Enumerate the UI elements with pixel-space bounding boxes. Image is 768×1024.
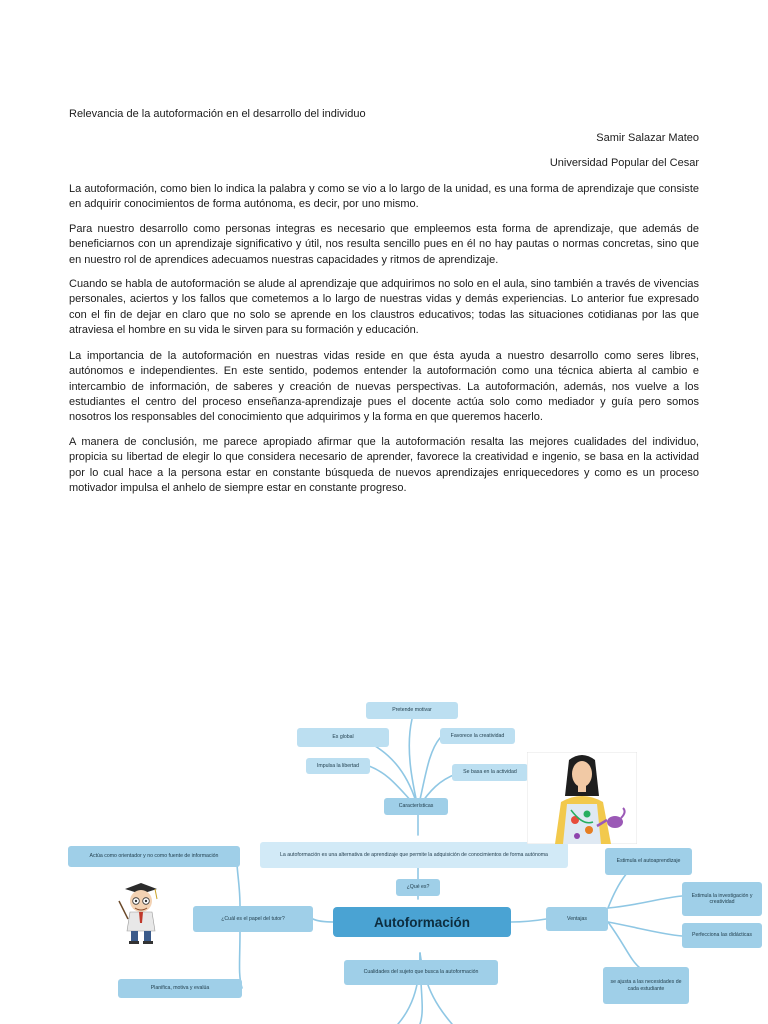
document-title: Relevancia de la autoformación en el desarrollo del individuo bbox=[69, 108, 366, 120]
node-perfecciona: Perfecciona las didácticas bbox=[682, 923, 762, 948]
node-es-global: Es global bbox=[297, 728, 389, 747]
node-favorece-creatividad: Favorece la creatividad bbox=[440, 728, 515, 744]
paragraph-4: La importancia de la autoformación en nuestras vidas reside en que ésta ayuda a nuestro desarrollo como seres libres, autónomos e independientes. En este sentido, podemos entender la autoformación como una técnica abierta al cambio e intercambio de información, de saberes y creación de nuevas perspectivas. La autoformación, además, nos vuelve a los estudiantes el centro del proceso enseñanza-aprendizaje pues el docente actúa solo como mediador y guía pero somos nosotros los responsables del conocimiento que adquirimos y la forma en que queremos hacerlo. bbox=[69, 350, 699, 424]
paragraph-1: La autoformación, como bien lo indica la palabra y como se vio a lo largo de la unidad, es una forma de aprendizaje que consiste en adquirir conocimientos de forma autónoma, es decir, por uno mismo. bbox=[69, 183, 699, 211]
node-ventajas: Ventajas bbox=[546, 907, 608, 931]
node-impulsa-libertad: Impulsa la libertad bbox=[306, 758, 370, 774]
node-caracteristicas: Características bbox=[384, 798, 448, 815]
university-name: Universidad Popular del Cesar bbox=[549, 157, 699, 169]
node-papel-tutor: ¿Cuál es el papel del tutor? bbox=[193, 906, 313, 932]
author-name: Samir Salazar Mateo bbox=[596, 132, 699, 144]
node-planifica: Planifica, motiva y evalúa bbox=[118, 979, 242, 998]
woman-illustration bbox=[527, 752, 637, 844]
node-ajusta: se ajusta a las necesidades de cada estudiante bbox=[603, 967, 689, 1004]
node-que-es: ¿Qué es? bbox=[396, 879, 440, 896]
node-orientador: Actúa como orientador y no como fuente de información bbox=[68, 846, 240, 867]
paragraph-5: A manera de conclusión, me parece apropiado afirmar que la autoformación resalta las mejores cualidades del individuo, propicia su libertad de elegir lo que considera necesario de aprender, favorece la creatividad e ingenio, se basa en la actividad por lo cual hace a la persona estar en constante búsqueda de nuevos aprendizajes enriquecedores y como es un proceso motivador impulsa el anhelo de siempre estar en constante progreso. bbox=[69, 436, 699, 494]
node-definition: La autoformación es una alternativa de aprendizaje que permite la adquisición de conocimientos de forma autónoma bbox=[260, 842, 568, 868]
node-basa-actividad: Se basa en la actividad bbox=[452, 764, 528, 781]
paragraph-2: Para nuestro desarrollo como personas integras es necesario que empleemos esta forma de aprendizaje, que además de beneficiarnos con un aprendizaje significativo y útil, nos resulta sencillo pues en él no hay pautas o normas concretas, sino que en nuestro rol de aprendices adecuamos nuestras capacidades y ritmos de aprendizaje. bbox=[69, 223, 699, 266]
node-estimula: Estimula el autoaprendizaje bbox=[605, 848, 692, 875]
paragraph-3: Cuando se habla de autoformación se alude al aprendizaje que adquirimos no solo en el aula, sino también a través de vivencias personales, aciertos y los fallos que cometemos a lo largo de nuestras vidas y demás experiencias. Lo anterior fue expresado con el fin de dejar en claro que no solo se aprende en los claustros educativos; todas las situaciones cotidianas por las que atraviesa el hombre en su vida le sirven para su formación y educación. bbox=[69, 278, 699, 336]
node-cualidades: Cualidades del sujeto que busca la autoformación bbox=[344, 960, 498, 985]
teacher-illustration bbox=[111, 879, 169, 947]
node-central-autoformacion: Autoformación bbox=[333, 907, 511, 937]
node-investigacion: Estimula la investigación y creatividad bbox=[682, 882, 762, 916]
node-pretende-motivar: Pretende motivar bbox=[366, 702, 458, 719]
mind-map bbox=[0, 690, 768, 1024]
